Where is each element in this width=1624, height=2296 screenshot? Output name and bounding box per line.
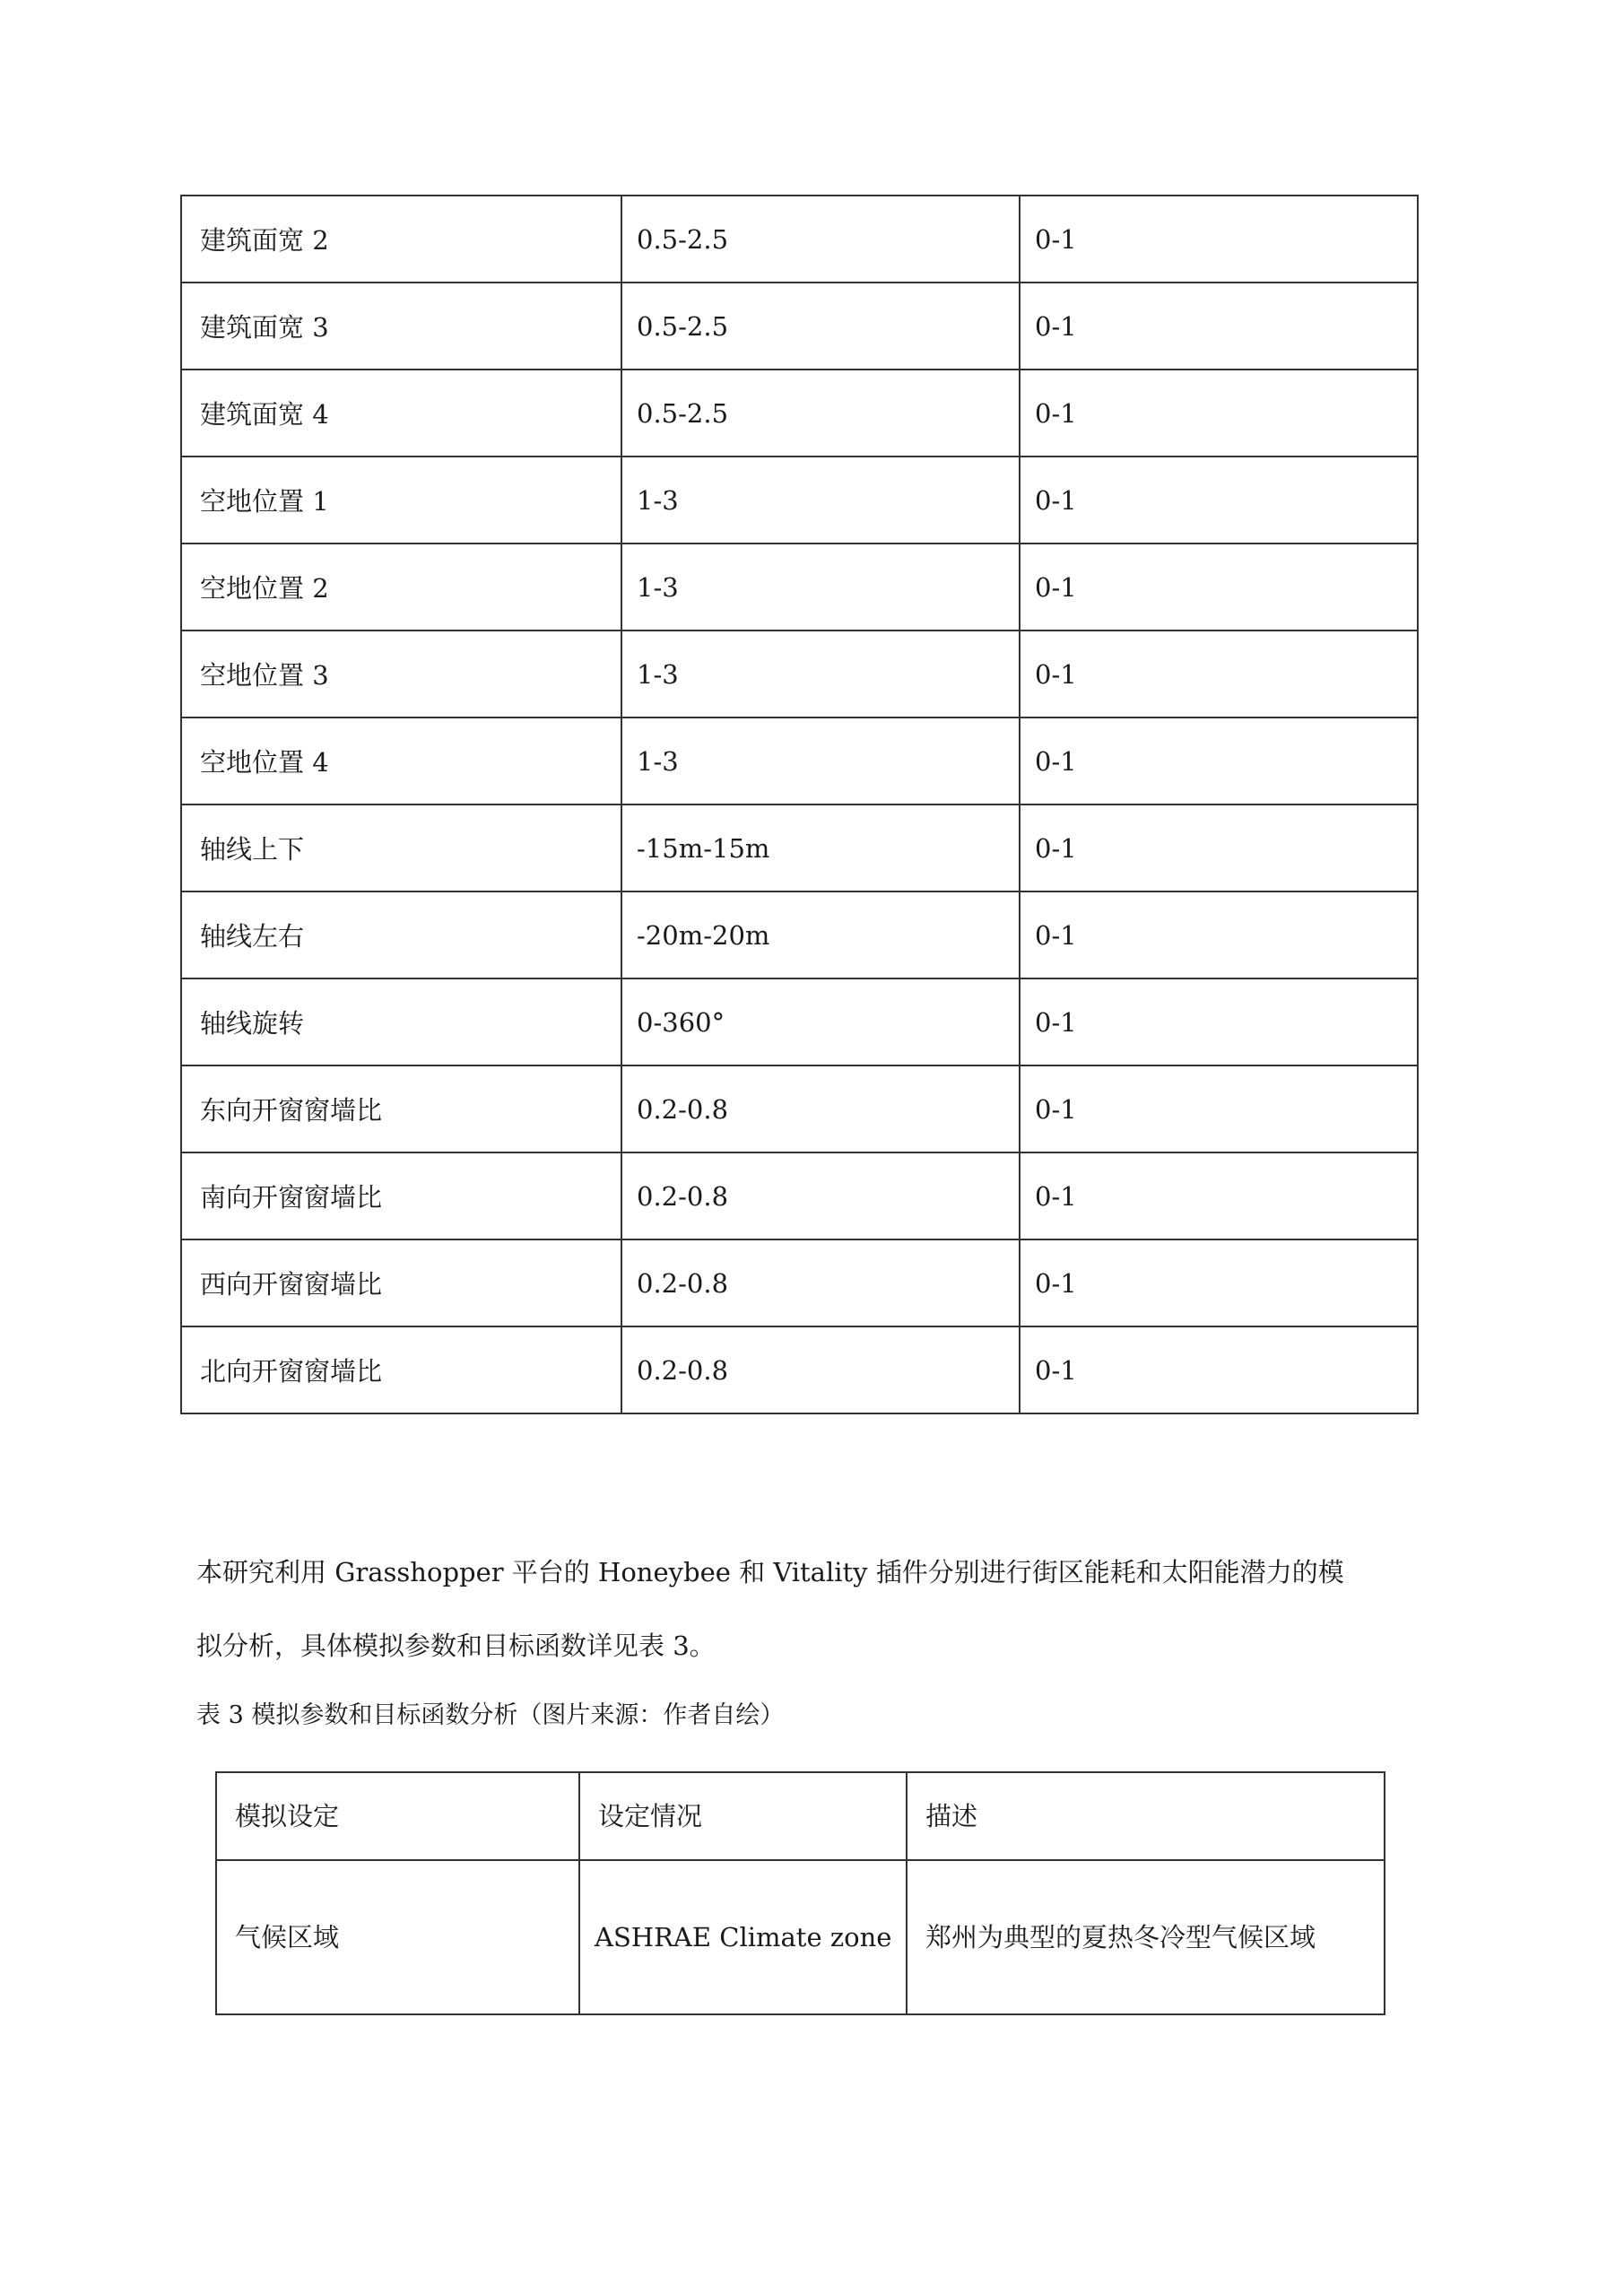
cell-parameter: 西向开窗窗墙比 (181, 1239, 621, 1326)
table-row (181, 891, 1418, 978)
cell-range: 0.2-0.8 (621, 1065, 1020, 1152)
table-row (181, 804, 1418, 891)
cell-range: 0.2-0.8 (621, 1152, 1020, 1239)
cell-normalized: 0-1 (1020, 978, 1418, 1065)
cell-normalized: 0-1 (1020, 804, 1418, 891)
cell-normalized: 0-1 (1020, 1065, 1418, 1152)
cell-normalized: 0-1 (1020, 370, 1418, 457)
cell-range: -15m-15m (621, 804, 1020, 891)
header-cell-setting: 模拟设定 (216, 1772, 579, 1860)
cell-range: 1-3 (621, 457, 1020, 544)
cell-normalized: 0-1 (1020, 283, 1418, 370)
cell-normalized: 0-1 (1020, 631, 1418, 718)
cell-parameter: 空地位置 4 (181, 718, 621, 804)
parameter-table-body (181, 196, 1418, 1413)
cell-range: 0.5-2.5 (621, 370, 1020, 457)
header-cell-condition: 设定情况 (579, 1772, 907, 1860)
table-row (181, 283, 1418, 370)
table-row (181, 544, 1418, 631)
table-row (181, 1065, 1418, 1152)
cell-range: 1-3 (621, 631, 1020, 718)
body-paragraph-line-1: 本研究利用 Grasshopper 平台的 Honeybee 和 Vitality 插件分别进行街区能耗和太阳能潜力的模 (196, 1557, 1344, 1587)
cell-range: -20m-20m (621, 891, 1020, 978)
cell-setting: 气候区域 (216, 1860, 579, 2014)
cell-parameter: 轴线左右 (181, 891, 621, 978)
cell-normalized: 0-1 (1020, 196, 1418, 283)
table-row (216, 1860, 1385, 2014)
cell-parameter: 建筑面宽 3 (181, 283, 621, 370)
table-row (181, 457, 1418, 544)
cell-parameter: 建筑面宽 2 (181, 196, 621, 283)
table-row (181, 1239, 1418, 1326)
body-paragraph-line-2: 拟分析，具体模拟参数和目标函数详见表 3。 (196, 1631, 716, 1661)
cell-description: 郑州为典型的夏热冬冷型气候区域 (907, 1860, 1385, 2014)
cell-parameter: 东向开窗窗墙比 (181, 1065, 621, 1152)
header-cell-description: 描述 (907, 1772, 1385, 1860)
table-row (181, 631, 1418, 718)
table-row (181, 1152, 1418, 1239)
cell-normalized: 0-1 (1020, 1239, 1418, 1326)
cell-parameter: 轴线旋转 (181, 978, 621, 1065)
cell-normalized: 0-1 (1020, 1326, 1418, 1413)
cell-range: 0.5-2.5 (621, 196, 1020, 283)
parameter-table (180, 195, 1419, 1414)
cell-parameter: 空地位置 3 (181, 631, 621, 718)
cell-parameter: 北向开窗窗墙比 (181, 1326, 621, 1413)
simulation-table (215, 1771, 1385, 2015)
table-caption: 表 3 模拟参数和目标函数分析（图片来源：作者自绘） (196, 1701, 785, 1729)
cell-range: 1-3 (621, 544, 1020, 631)
cell-range: 0.5-2.5 (621, 283, 1020, 370)
table-row (181, 370, 1418, 457)
cell-normalized: 0-1 (1020, 1152, 1418, 1239)
table-row (181, 718, 1418, 804)
cell-normalized: 0-1 (1020, 544, 1418, 631)
cell-parameter: 建筑面宽 4 (181, 370, 621, 457)
cell-range: 1-3 (621, 718, 1020, 804)
cell-normalized: 0-1 (1020, 457, 1418, 544)
cell-range: 0.2-0.8 (621, 1326, 1020, 1413)
cell-normalized: 0-1 (1020, 891, 1418, 978)
cell-condition: ASHRAE Climate zone (579, 1860, 907, 2014)
cell-parameter: 南向开窗窗墙比 (181, 1152, 621, 1239)
table-row (181, 1326, 1418, 1413)
cell-parameter: 空地位置 1 (181, 457, 621, 544)
cell-normalized: 0-1 (1020, 718, 1418, 804)
table-row (181, 978, 1418, 1065)
table-row (181, 196, 1418, 283)
cell-range: 0-360° (621, 978, 1020, 1065)
cell-parameter: 轴线上下 (181, 804, 621, 891)
cell-range: 0.2-0.8 (621, 1239, 1020, 1326)
cell-parameter: 空地位置 2 (181, 544, 621, 631)
simulation-table-header-row (216, 1772, 1385, 1860)
